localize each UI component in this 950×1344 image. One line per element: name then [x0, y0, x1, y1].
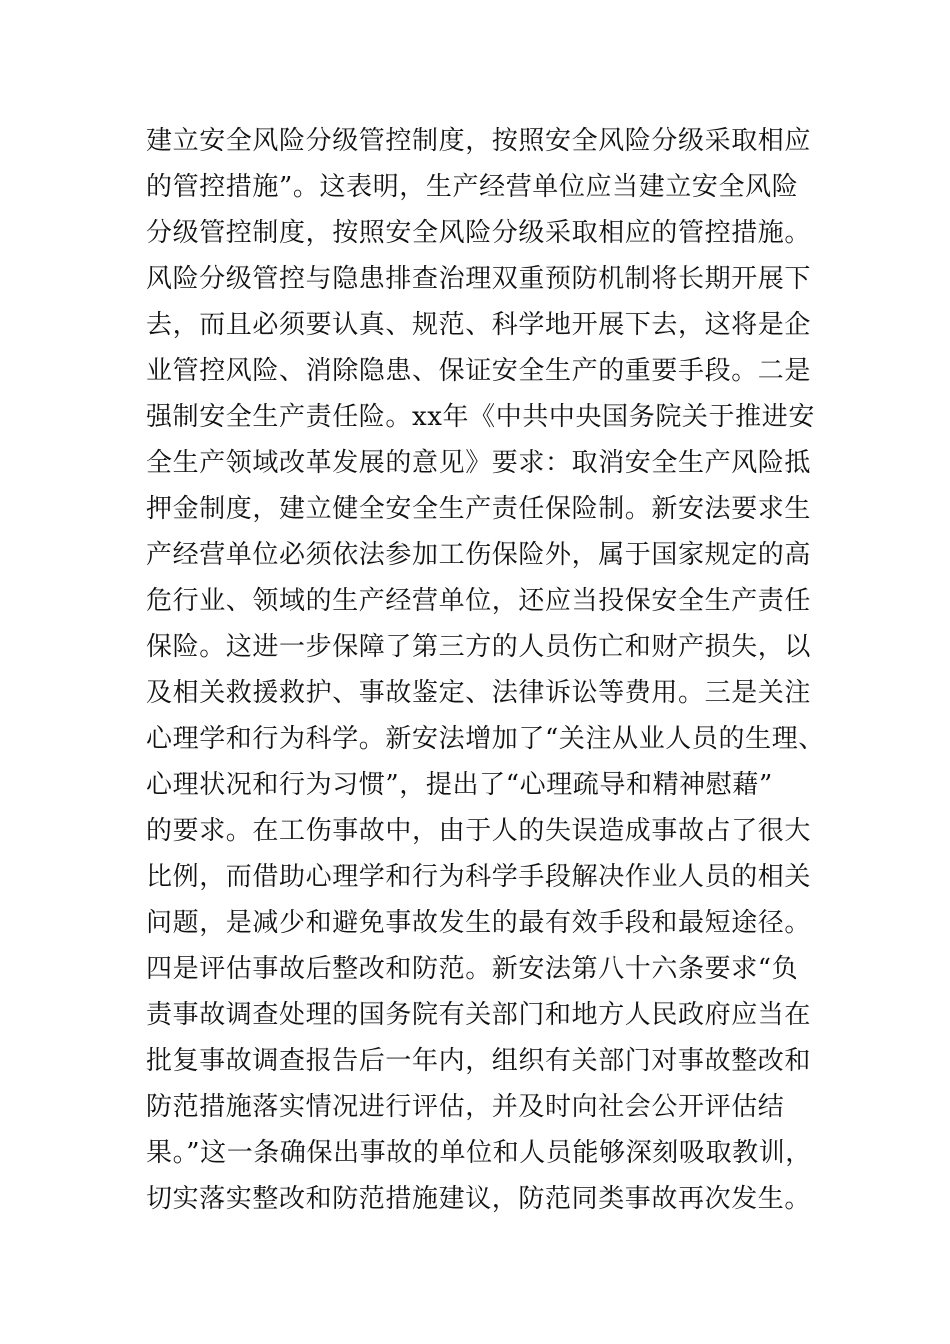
text-line: 保险。这进一步保障了第三方的人员伤亡和财产损失，以 — [146, 632, 812, 662]
text-line: 的要求。在工伤事故中，由于人的失误造成事故占了很大 — [146, 816, 812, 846]
text-line: 的管控措施”。这表明，生产经营单位应当建立安全风险 — [146, 172, 799, 202]
text-line: 建立安全风险分级管控制度，按照安全风险分级采取相应 — [146, 126, 812, 156]
text-line: 业管控风险、消除隐患、保证安全生产的重要手段。二是 — [146, 356, 812, 386]
text-line: 押金制度，建立健全安全生产责任保险制。新安法要求生 — [146, 494, 812, 524]
text-line: 风险分级管控与隐患排查治理双重预防机制将长期开展下 — [146, 264, 812, 294]
text-line: 果。”这一条确保出事故的单位和人员能够深刻吸取教训， — [146, 1138, 812, 1168]
body-text — [146, 118, 825, 1222]
text-line: 切实落实整改和防范措施建议，防范同类事故再次发生。 — [146, 1184, 812, 1214]
text-line: 防范措施落实情况进行评估，并及时向社会公开评估结 — [146, 1092, 785, 1122]
text-line: 心理学和行为科学。新安法增加了“关注从业人员的生理、 — [146, 724, 825, 754]
text-line: 责事故调查处理的国务院有关部门和地方人民政府应当在 — [146, 1000, 812, 1030]
text-line: 比例，而借助心理学和行为科学手段解决作业人员的相关 — [146, 862, 812, 892]
text-line: 及相关救援救护、事故鉴定、法律诉讼等费用。三是关注 — [146, 678, 812, 708]
text-line: 分级管控制度，按照安全风险分级采取相应的管控措施。 — [146, 218, 812, 248]
text-line: 危行业、领域的生产经营单位，还应当投保安全生产责任 — [146, 586, 812, 616]
text-line: 去，而且必须要认真、规范、科学地开展下去，这将是企 — [146, 310, 812, 340]
text-line: 产经营单位必须依法参加工伤保险外，属于国家规定的高 — [146, 540, 812, 570]
text-line: 问题，是减少和避免事故发生的最有效手段和最短途径。 — [146, 908, 812, 938]
text-line: 强制安全生产责任险。xx年《中共中央国务院关于推进安 — [146, 402, 815, 432]
text-line: 心理状况和行为习惯”，提出了“心理疏导和精神慰藉” — [146, 770, 773, 800]
text-line: 四是评估事故后整改和防范。新安法第八十六条要求“负 — [146, 954, 799, 984]
text-line: 全生产领域改革发展的意见》要求：取消安全生产风险抵 — [146, 448, 812, 478]
text-line: 批复事故调查报告后一年内，组织有关部门对事故整改和 — [146, 1046, 812, 1076]
